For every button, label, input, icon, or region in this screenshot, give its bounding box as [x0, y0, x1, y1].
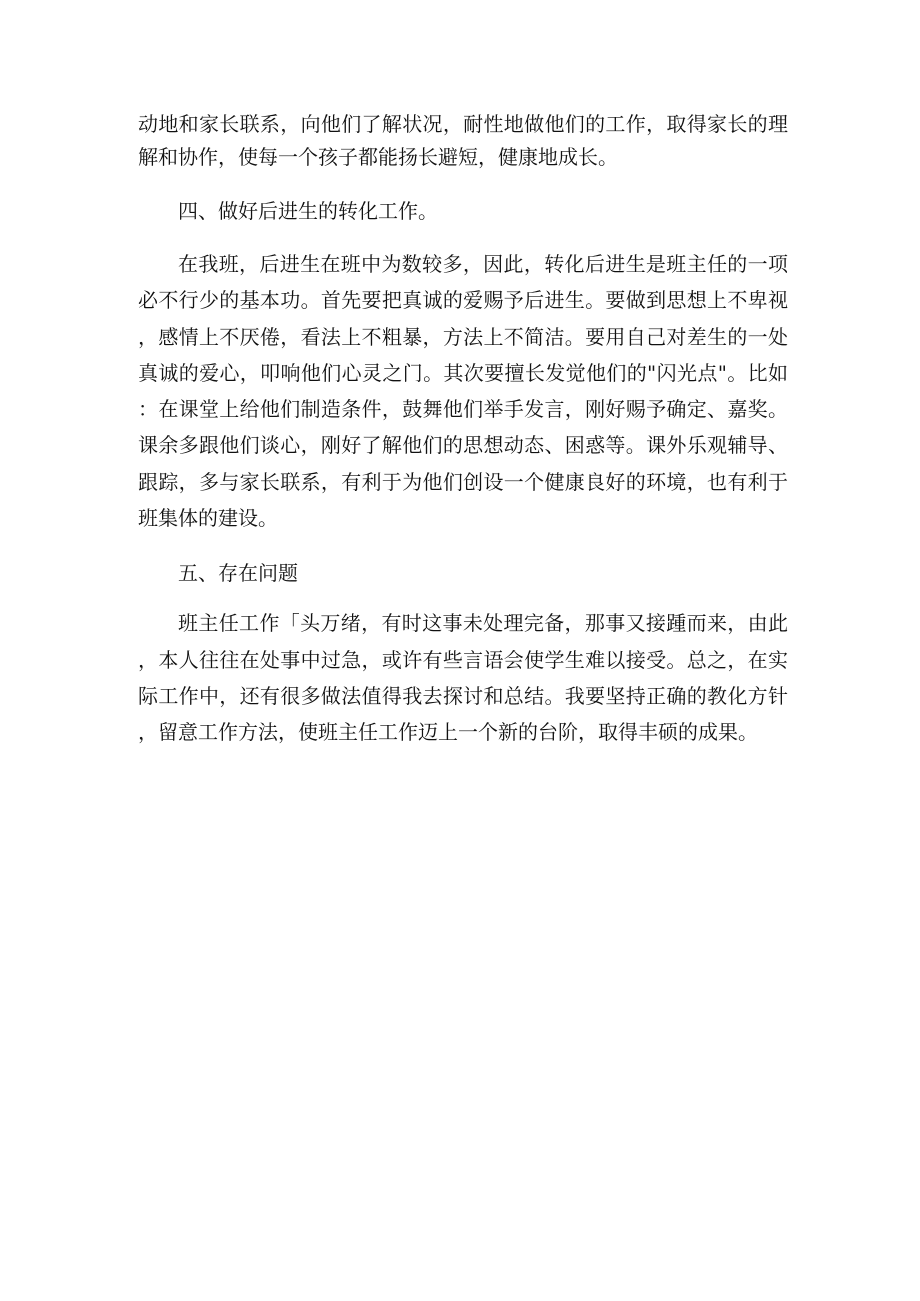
- section-heading-4: 四、做好后进生的转化工作。: [178, 199, 438, 223]
- document-body: [138, 108, 788, 751]
- paragraph-continuation: 动地和家长联系，向他们了解状况，耐性地做他们的工作，取得家长的理解和协作，使每一个孩子都能扬长避短，健康地成长。: [138, 112, 788, 169]
- paragraph-underachievers: 在我班，后进生在班中为数较多，因此，转化后进生是班主任的一项必不行少的基本功。首先要把真诚的爱赐予后进生。要做到思想上不卑视，感情上不厌倦，看法上不粗暴，方法上不简洁。要用自己对差生的一处真诚的爱心，叩响他们心灵之门。其次要擅长发觉他们的"闪光点"。比如：在课堂上给他们制造条件，鼓舞他们举手发言，刚好赐予确定、嘉奖。课余多跟他们谈心，刚好了解他们的思想动态、困惑等。课外乐观辅导、跟踪，多与家长联系，有利于为他们创设一个健康良好的环境，也有利于班集体的建设。: [138, 252, 788, 531]
- section-heading-5: 五、存在问题: [178, 561, 298, 586]
- paragraph-problems: 班主任工作「头万绪，有时这事未处理完备，那事又接踵而来，由此，本人往往在处事中过急，或许有些言语会使学生难以接受。总之，在实际工作中，还有很多做法值得我去探讨和总结。我要坚持正确的教化方针，留意工作方法，使班主任工作迈上一个新的台阶，取得丰硕的成果。: [138, 611, 788, 745]
